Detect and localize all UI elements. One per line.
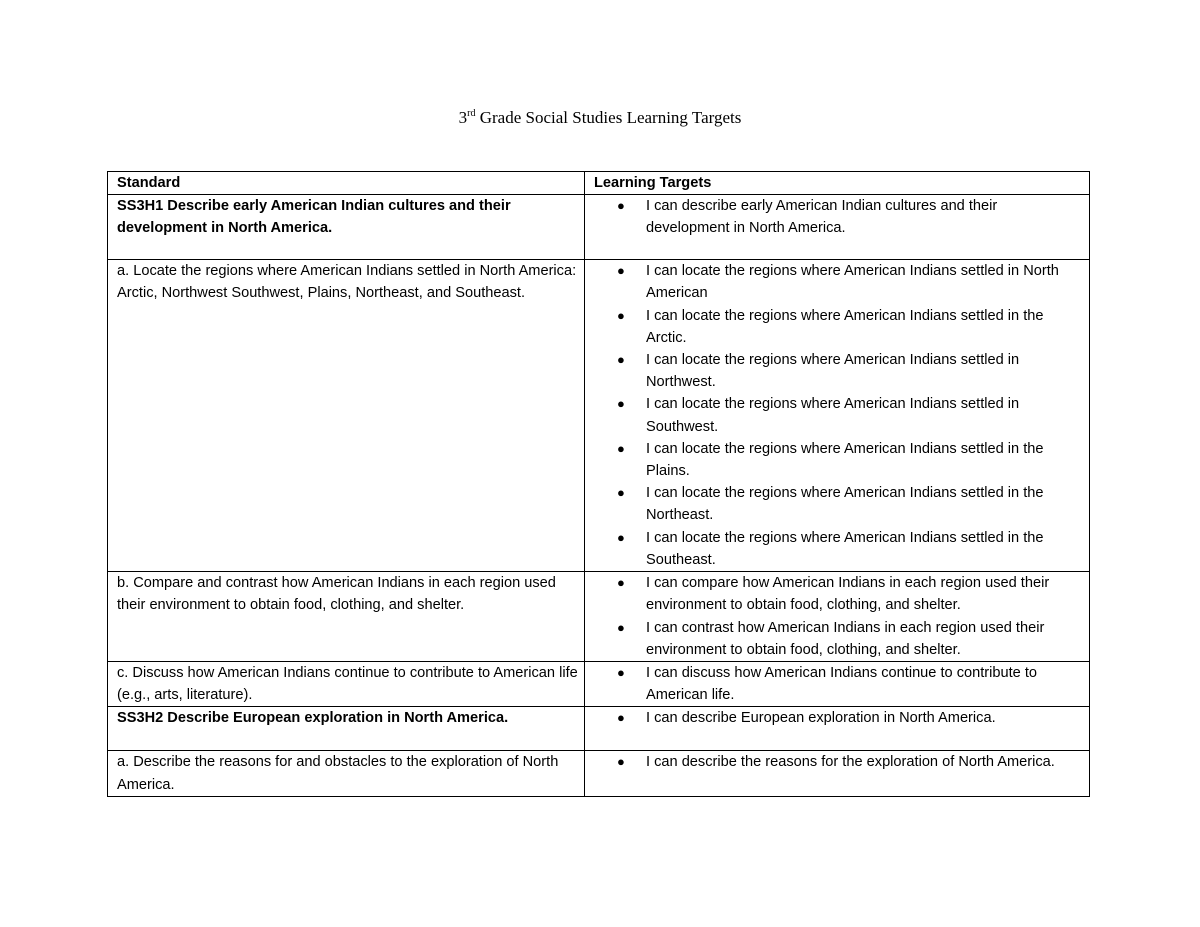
table-row [108, 195, 1090, 260]
bullet-icon: ● [617, 263, 625, 279]
list-item: ● I can describe early American Indian cultures and their development in North America. [646, 195, 1083, 239]
bullet-icon: ● [617, 575, 625, 591]
list-item: ● I can locate the regions where American Indians settled in North American [646, 260, 1083, 304]
targets-cell [585, 260, 1090, 572]
standard-cell: b. Compare and contrast how American Indians in each region used their environment to obtain food, clothing, and shelter. [108, 572, 585, 662]
bullet-icon: ● [617, 396, 625, 412]
table-row [108, 662, 1090, 707]
targets-list [594, 707, 1083, 729]
targets-list [594, 751, 1083, 773]
standard-cell: c. Discuss how American Indians continue to contribute to American life (e.g., arts, literature). [108, 662, 585, 707]
list-item: ● I can locate the regions where American Indians settled in the Southeast. [646, 527, 1083, 571]
list-item: ● I can describe the reasons for the exploration of North America. [646, 751, 1083, 773]
title-superscript: rd [467, 108, 476, 119]
targets-cell [585, 662, 1090, 707]
table-row [108, 572, 1090, 662]
bullet-icon: ● [617, 665, 625, 681]
list-item: ● I can contrast how American Indians in each region used their environment to obtain food, clothing, and shelter. [646, 617, 1083, 661]
table-row [108, 707, 1090, 751]
header-standard: Standard [108, 172, 585, 195]
learning-targets-table [107, 171, 1090, 797]
standard-cell: a. Describe the reasons for and obstacles to the exploration of North America. [108, 751, 585, 796]
targets-list [594, 195, 1083, 239]
list-item: ● I can compare how American Indians in each region used their environment to obtain food, clothing, and shelter. [646, 572, 1083, 616]
targets-list [594, 260, 1083, 571]
list-item: ● I can locate the regions where American Indians settled in the Plains. [646, 438, 1083, 482]
targets-list [594, 572, 1083, 661]
list-item: ● I can locate the regions where American Indians settled in Southwest. [646, 393, 1083, 437]
bullet-icon: ● [617, 352, 625, 368]
targets-cell [585, 195, 1090, 260]
bullet-icon: ● [617, 307, 625, 323]
title-rest: Grade Social Studies Learning Targets [475, 108, 742, 127]
list-item: ● I can locate the regions where American Indians settled in Northwest. [646, 349, 1083, 393]
bullet-icon: ● [617, 529, 625, 545]
bullet-icon: ● [617, 619, 625, 635]
targets-cell [585, 707, 1090, 751]
header-learning-targets: Learning Targets [585, 172, 1090, 195]
header-row [108, 172, 1090, 195]
bullet-icon: ● [617, 440, 625, 456]
table-row [108, 751, 1090, 796]
standard-cell: a. Locate the regions where American Indians settled in North America: Arctic, Northwest Southwest, Plains, Northeast, and Southeast. [108, 260, 585, 572]
targets-cell [585, 572, 1090, 662]
title-prefix: 3 [458, 108, 468, 127]
standard-cell: SS3H1 Describe early American Indian cultures and their development in North America. [108, 195, 585, 260]
page-title [0, 108, 1200, 128]
targets-cell [585, 751, 1090, 796]
standard-cell: SS3H2 Describe European exploration in North America. [108, 707, 585, 751]
list-item: ● I can describe European exploration in North America. [646, 707, 1083, 729]
list-item: ● I can locate the regions where American Indians settled in the Northeast. [646, 482, 1083, 526]
bullet-icon: ● [617, 485, 625, 501]
bullet-icon: ● [617, 710, 625, 726]
bullet-icon: ● [617, 754, 625, 770]
list-item: ● I can locate the regions where American Indians settled in the Arctic. [646, 305, 1083, 349]
list-item: ● I can discuss how American Indians continue to contribute to American life. [646, 662, 1083, 706]
table-row [108, 260, 1090, 572]
bullet-icon: ● [617, 198, 625, 214]
targets-list [594, 662, 1083, 706]
